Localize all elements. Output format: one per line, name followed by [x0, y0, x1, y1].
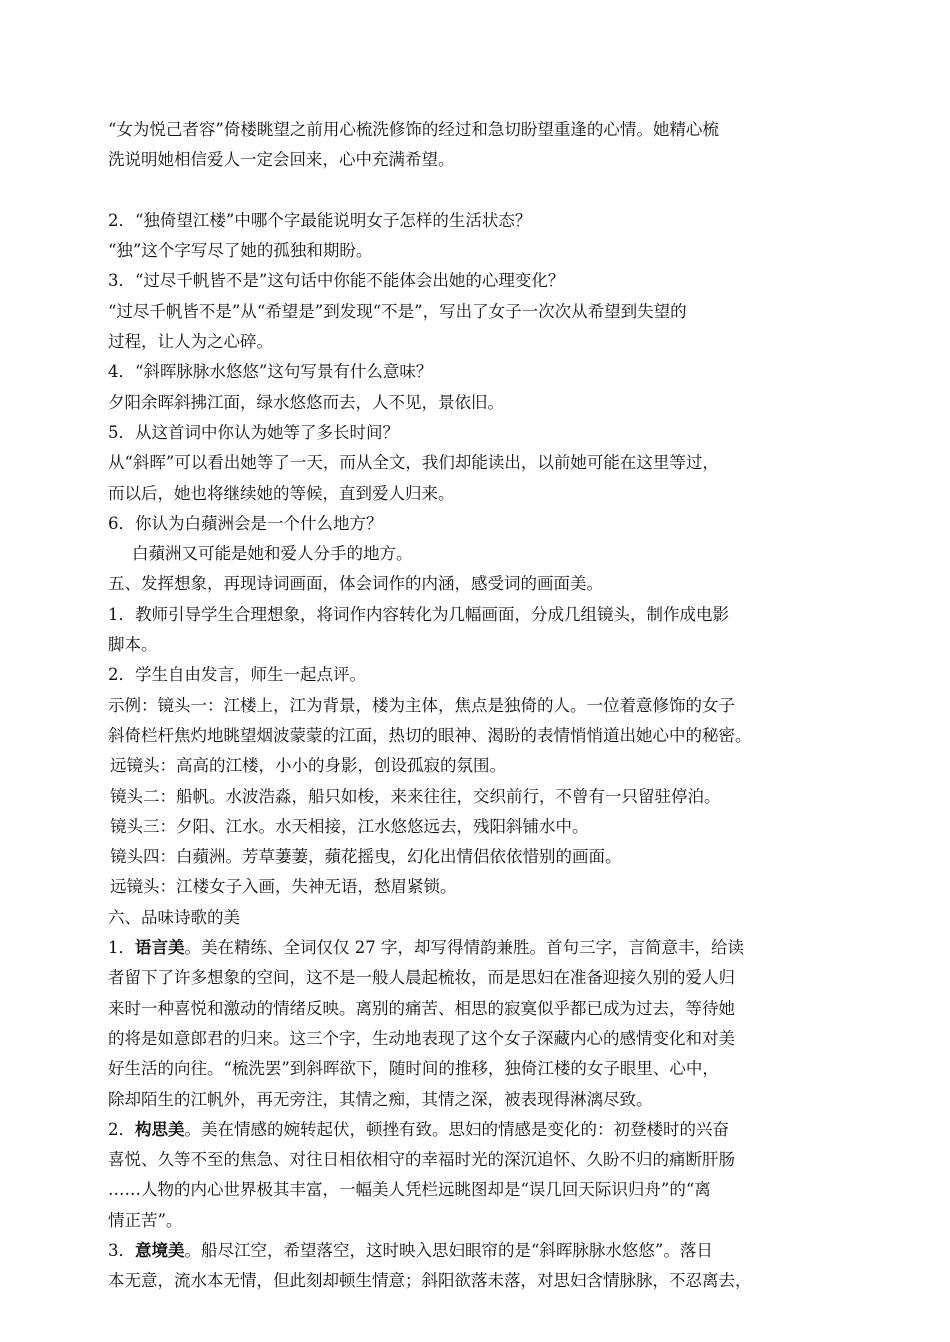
paragraph-line: 者留下了许多想象的空间，这不是一般人晨起梳妆，而是思妇在准备迎接久别的爱人归: [108, 968, 735, 988]
paragraph-line: 来时一种喜悦和激动的情绪反映。离别的痛苦、相思的寂寞似乎都已成为过去，等待她: [108, 998, 735, 1018]
shot-line: 远镜头：江楼女子入画，失神无语，愁眉紧锁。: [110, 877, 457, 897]
paragraph-line: 1．教师引导学生合理想象，将词作内容转化为几幅画面，分成几组镜头，制作成电影: [108, 604, 729, 624]
item-bold-title: 构思美: [135, 1119, 185, 1139]
paragraph-line: 好生活的向往。“梳洗罢”到斜晖欲下，随时间的推移，独倚江楼的女子眼里、心中，: [108, 1059, 719, 1079]
paragraph-line: “女为悦己者容”倚楼眺望之前用心梳洗修饰的经过和急切盼望重逢的心情。她精心梳: [108, 120, 719, 139]
answer-5: 从“斜晖”可以看出她等了一天，而从全文，我们却能读出，以前她可能在这里等过，: [108, 453, 719, 473]
item-number: 1．: [108, 938, 135, 958]
item-text: 。美在情感的婉转起伏，顿挫有致。思妇的情感是变化的：初登楼时的兴奋: [184, 1119, 729, 1139]
paragraph-line: ……人物的内心世界极其丰富，一幅美人凭栏远眺图却是“误几回天际识归舟”的“离: [108, 1180, 711, 1200]
beauty-item-2: [108, 1115, 853, 1145]
beauty-item-3: [108, 1236, 853, 1266]
item-text: 。船尽江空，希望落空，这时映入思妇眼帘的是“斜晖脉脉水悠悠”。落日: [184, 1240, 713, 1260]
shot-line: 远镜头：高高的江楼，小小的身影，创设孤寂的氛围。: [110, 756, 506, 776]
paragraph-line: 2．学生自由发言，师生一起点评。: [108, 665, 366, 685]
paragraph-line: 本无意，流水本无情，但此刻却顿生情意；斜阳欲落未落，对思妇含情脉脉，不忍离去，: [108, 1271, 752, 1291]
item-bold-title: 语言美: [135, 938, 185, 958]
question-2: 2．“独倚望江楼”中哪个字最能说明女子怎样的生活状态？: [108, 210, 532, 230]
shot-line: 镜头四：白蘋洲。芳草萋萋，蘋花摇曳，幻化出情侣依依惜别的画面。: [110, 847, 622, 867]
paragraph-line: 洗说明她相信爱人一定会回来，心中充满希望。: [108, 150, 455, 170]
question-3: 3．“过尽千帆皆不是”这句话中你能不能体会出她的心理变化？: [108, 271, 565, 291]
item-number: 2．: [108, 1119, 135, 1139]
paragraph-line: 喜悦、久等不至的焦急、对往日相依相守的幸福时光的深沉追怀、久盼不归的痛断肝肠: [108, 1150, 735, 1170]
paragraph-line: 除却陌生的江帆外，再无旁注，其情之痴，其情之深，被表现得淋漓尽致。: [108, 1089, 653, 1109]
shot-line: 镜头二：船帆。水波浩淼，船只如梭，来来往往，交织前行，不曾有一只留驻停泊。: [110, 786, 721, 806]
answer-2: “独”这个字写尽了她的孤独和期盼。: [108, 241, 373, 261]
question-6: 6．你认为白蘋洲会是一个什么地方？: [108, 513, 383, 533]
answer-4: 夕阳余晖斜拂江面，绿水悠悠而去，人不见，景依旧。: [108, 392, 504, 412]
answer-6: 白蘋洲又可能是她和爱人分手的地方。: [132, 544, 413, 564]
item-number: 3．: [108, 1240, 135, 1260]
section-heading-5: 五、发挥想象，再现诗词画面，体会词作的内涵，感受词的画面美。: [108, 574, 603, 594]
example-line: 斜倚栏杆焦灼地眺望烟波蒙蒙的江面，热切的眼神、渴盼的表情悄悄道出她心中的秘密。: [108, 725, 752, 745]
blank-line: [108, 176, 853, 206]
answer-5-cont: 而以后，她也将继续她的等候，直到爱人归来。: [108, 483, 455, 503]
example-line: 示例：镜头一：江楼上，江为背景，楼为主体，焦点是独倚的人。一位着意修饰的女子: [108, 695, 735, 715]
question-5: 5．从这首词中你认为她等了多长时间？: [108, 422, 399, 442]
question-4: 4．“斜晖脉脉水悠悠”这句写景有什么意味？: [108, 362, 433, 382]
answer-3-cont: 过程，让人为之心碎。: [108, 332, 273, 352]
item-bold-title: 意境美: [135, 1240, 185, 1260]
item-text: 。美在精练、全词仅仅 27 字，却写得情韵兼胜。首句三字，言简意丰，给读: [184, 938, 744, 958]
paragraph-line: 脚本。: [108, 635, 158, 655]
section-heading-6: 六、品味诗歌的美: [108, 907, 240, 927]
shot-line: 镜头三：夕阳、江水。水天相接，江水悠悠远去，残阳斜铺水中。: [110, 816, 589, 836]
document-body: [108, 115, 853, 1297]
paragraph-line: 情正苦”。: [108, 1210, 183, 1230]
beauty-item-1: [108, 933, 853, 963]
paragraph-line: 的将是如意郎君的归来。这三个字，生动地表现了这个女子深藏内心的感情变化和对美: [108, 1028, 735, 1048]
answer-3: “过尽千帆皆不是”从“希望是”到发现“不是”，写出了女子一次次从希望到失望的: [108, 301, 687, 321]
